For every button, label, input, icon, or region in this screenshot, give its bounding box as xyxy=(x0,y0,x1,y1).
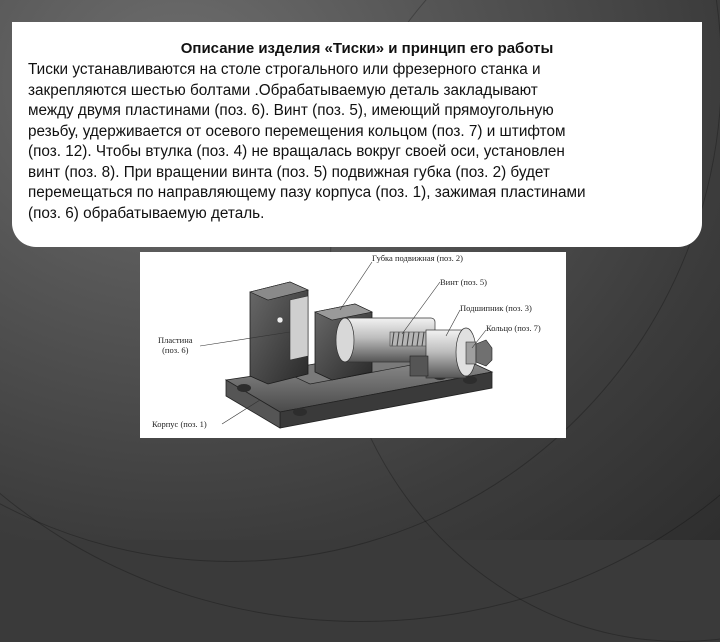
text-line: резьбу, удерживается от осевого перемещения кольцом (поз. 7) и штифтом xyxy=(28,122,566,140)
label-bearing: Подшипник (поз. 3) xyxy=(460,303,532,313)
label-jaw: Губка подвижная (поз. 2) xyxy=(372,253,463,263)
vise-drawing xyxy=(140,252,566,438)
text-line: закрепляются шестью болтами .Обрабатываемую деталь закладывают xyxy=(28,81,538,99)
screw-thread xyxy=(390,332,428,346)
slide-title: Описание изделия «Тиски» и принцип его работы xyxy=(180,40,554,57)
text-line: между двумя пластинами (поз. 6). Винт (поз. 5), имеющий прямоугольную xyxy=(28,102,554,119)
vise-figure xyxy=(140,252,566,438)
text-line: Тиски устанавливаются на столе строгального или фрезерного станка и xyxy=(28,61,541,78)
label-ring: Кольцо (поз. 7) xyxy=(486,323,541,333)
label-body: Корпус (поз. 1) xyxy=(152,419,207,429)
text-line: перемещаться по направляющему пазу корпуса (поз. 1), зажимая пластинами xyxy=(28,184,586,201)
text-line: (поз. 6) обрабатываемую деталь. xyxy=(28,204,265,222)
text-panel xyxy=(12,22,702,247)
label-plate-line2: (поз. 6) xyxy=(162,344,189,355)
label-screw: Винт (поз. 5) xyxy=(440,277,487,287)
ring xyxy=(466,342,476,364)
text-line: (поз. 12). Чтобы втулка (поз. 4) не вращалась вокруг своей оси, установлен xyxy=(28,143,565,160)
label-plate-line1: Пластина xyxy=(158,335,193,345)
description-text xyxy=(28,60,696,224)
label-plate xyxy=(158,336,193,355)
text-line: винт (поз. 8). При вращении винта (поз. 5) подвижная губка (поз. 2) будет xyxy=(28,163,550,181)
leader-line xyxy=(340,262,372,310)
plate xyxy=(290,296,308,360)
hex-nut xyxy=(476,340,492,366)
